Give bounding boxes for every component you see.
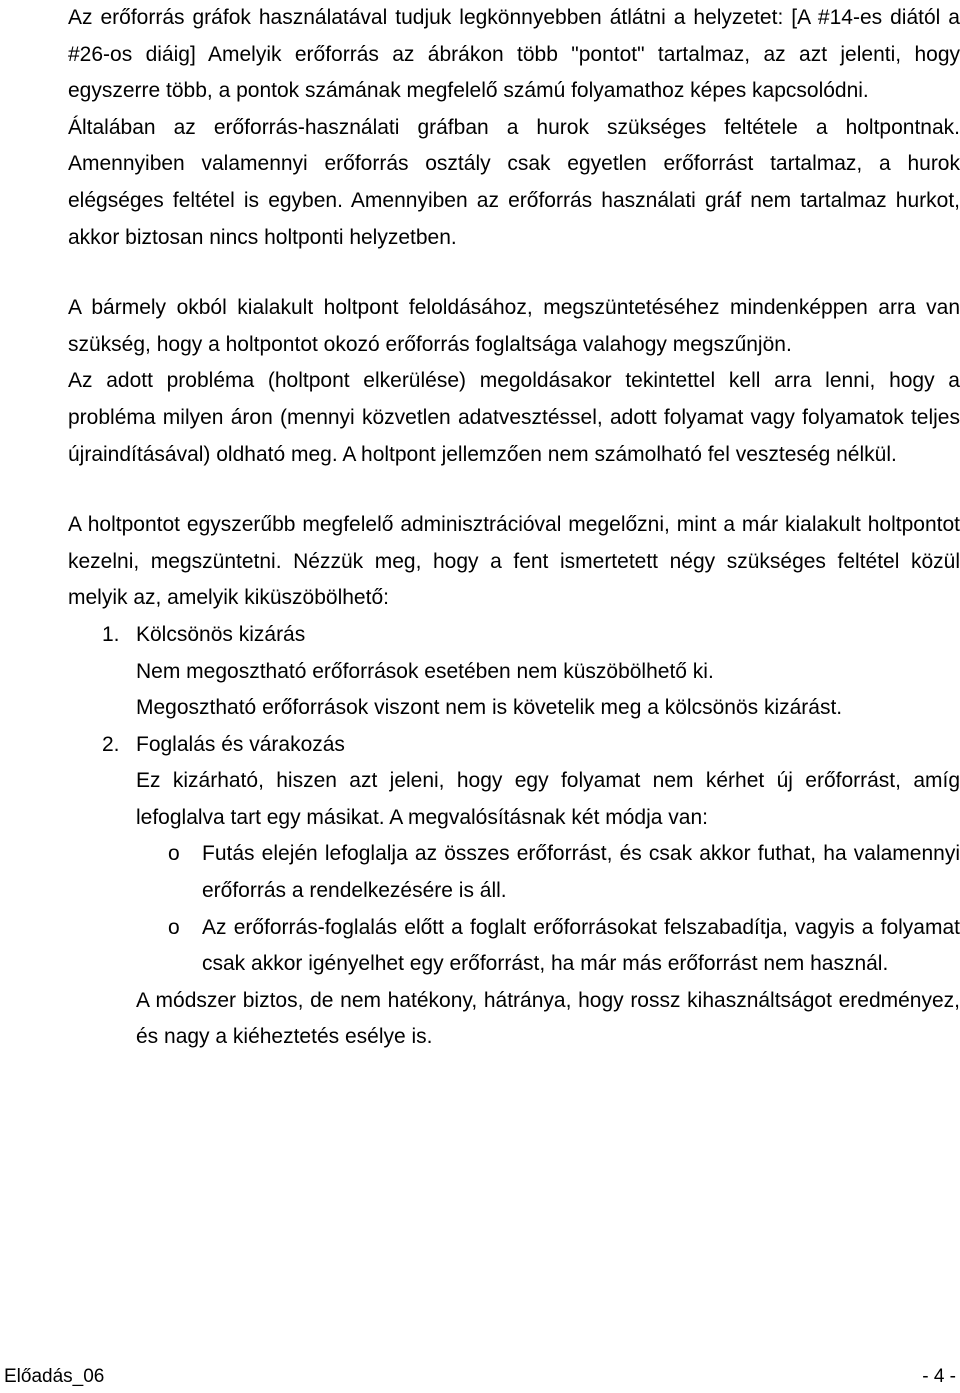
document-body <box>68 0 960 1056</box>
list-item <box>68 617 960 727</box>
footer-page-number: - 4 - <box>922 1366 956 1387</box>
list-item-title: Foglalás és várakozás <box>136 732 345 756</box>
sub-list-text: Futás elején lefoglalja az összes erőforrást, és csak akkor futhat, ha valamennyi erőforrás a rendelkezésére is áll. <box>202 842 960 903</box>
condition-list <box>68 617 960 1056</box>
footer-lecture-label: Előadás_06 <box>4 1366 105 1387</box>
paragraph-cost: Az adott probléma (holtpont elkerülése) megoldásakor tekintettel kell arra lenni, hogy a probléma milyen áron (mennyi közvetlen adatvesztéssel, adott folyamat vagy folyamatok teljes újraindításával) oldható meg. A holtpont jellemzően nem számolható fel veszteség nélkül. <box>68 369 960 466</box>
paragraph-deadlock-resolution: A bármely okból kialakult holtpont feloldásához, megszüntetéséhez mindenképpen arra van szükség, hogy a holtpontot okozó erőforrás foglaltsága valahogy megszűnjön. <box>68 296 960 356</box>
list-number: 2. <box>102 732 120 756</box>
list-number: 1. <box>102 622 120 646</box>
list-item-text: A módszer biztos, de nem hatékony, hátránya, hogy rossz kihasználtságot eredményez, és nagy a kiéheztetés esélye is. <box>136 988 960 1049</box>
page-footer <box>4 1360 956 1393</box>
paragraph-resource-graphs: Az erőforrás gráfok használatával tudjuk legkönnyebben átlátni a helyzetet: [A #14-es diától a #26-os diáig] Amelyik erőforrás az ábrákon több "pontot" tartalmaz, az azt jelenti, hogy egyszerre több, a pontok számának megfelelő számú folyamathoz képes kapcsolódni. <box>68 6 960 103</box>
list-item-title: Kölcsönös kizárás <box>136 622 306 646</box>
sub-list-item <box>168 910 960 983</box>
paragraph-prevention: A holtpontot egyszerűbb megfelelő adminisztrációval megelőzni, mint a már kialakult holtpontot kezelni, megszüntetni. Nézzük meg, hogy a fent ismertetett négy szükséges feltétel közül melyik az, amelyik kiküszöbölhető: <box>68 513 960 610</box>
list-item <box>68 727 960 1056</box>
list-item-head <box>68 617 960 654</box>
sub-list-item <box>168 836 960 909</box>
bullet-icon: o <box>168 842 180 866</box>
list-item-text: Ez kizárható, hiszen azt jeleni, hogy egy folyamat nem kérhet új erőforrást, amíg lefoglalva tart egy másikat. A megvalósításnak két módja van: <box>136 769 960 829</box>
list-item-text: Nem megosztható erőforrások esetében nem küszöbölhető ki. <box>136 659 714 683</box>
list-item-head <box>68 727 960 764</box>
sub-list-text: Az erőforrás-foglalás előtt a foglalt erőforrásokat felszabadítja, vagyis a folyamat csak akkor igényelhet egy erőforrást, ha már más erőforrást nem használ. <box>202 915 960 976</box>
bullet-icon: o <box>168 915 180 939</box>
list-item-text: Megosztható erőforrások viszont nem is követelik meg a kölcsönös kizárást. <box>136 696 843 720</box>
paragraph-loop-condition: Általában az erőforrás-használati gráfban a hurok szükséges feltétele a holtpontnak. Amennyiben valamennyi erőforrás osztály csak egyetlen erőforrást tartalmaz, a hurok elégséges feltétel is egyben. Amennyiben az erőforrás használati gráf nem tartalmaz hurkot, akkor biztosan nincs holtponti helyzetben. <box>68 115 960 249</box>
